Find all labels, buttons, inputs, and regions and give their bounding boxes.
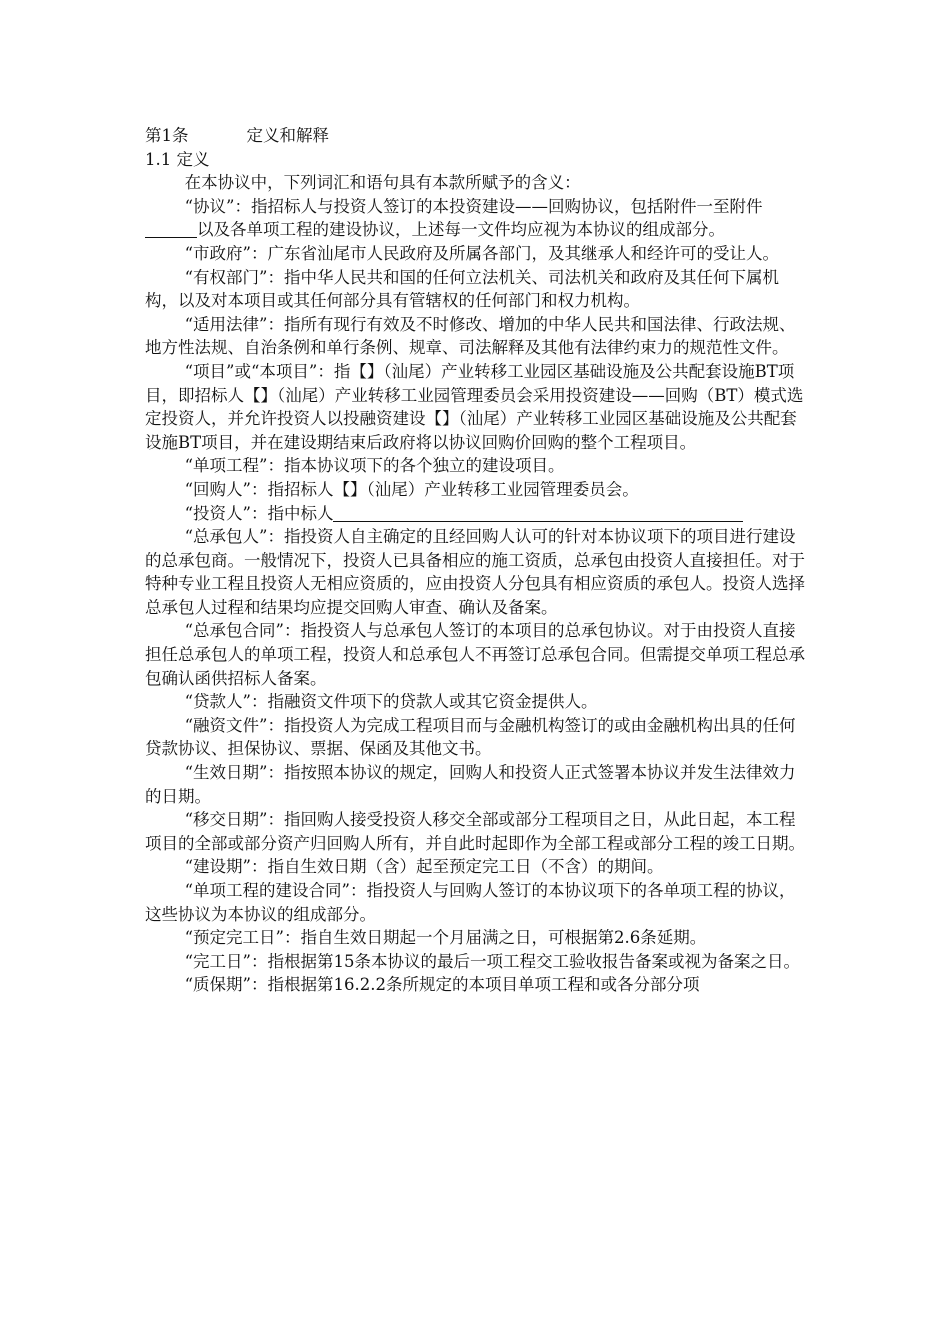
document-body	[145, 124, 805, 997]
definition-handover-date: “移交日期”：指回购人接受投资人移交全部或部分工程项目之日，从此日起，本工程项目的全部或部分资产归回购人所有，并自此时起即作为全部工程或部分工程的竣工日期。	[145, 810, 805, 853]
definition-text: “投资人”：指中标人	[184, 503, 334, 523]
article-title: 定义和解释	[246, 126, 329, 145]
definition-agreement	[145, 195, 805, 242]
fill-in-blank	[333, 504, 743, 522]
definition-effective-date: “生效日期”：指按照本协议的规定，回购人和投资人正式签署本协议并发生法律效力的日期。	[145, 763, 796, 806]
definition-completion-date: “完工日”：指根据第15条本协议的最后一项工程交工验收报告备案或视为备案之日。	[184, 951, 800, 971]
definition-text: 以及各单项工程的建设协议，上述每一文件均应视为本协议的组成部分。	[197, 220, 725, 240]
definition-text: “协议”：指招标人与投资人签订的本投资建设——回购协议，包括附件一至附件	[184, 196, 763, 216]
definition-general-contract: “总承包合同”：指投资人与总承包人签订的本项目的总承包协议。对于由投资人直接担任总承包人的单项工程，投资人和总承包人不再签订总承包合同。但需提交单项工程总承包确认函供招标人备案。	[145, 621, 805, 688]
definition-scheduled-completion: “预定完工日”：指自生效日期起一个月届满之日，可根据第2.6条延期。	[184, 928, 707, 948]
definition-warranty-period: “质保期”：指根据第16.2.2条所规定的本项目单项工程和或各分部分项	[184, 975, 700, 995]
definition-construction-period: “建设期”：指自生效日期（含）起至预定完工日（不含）的期间。	[184, 857, 664, 877]
fill-in-blank	[145, 221, 197, 239]
definition-investor	[145, 502, 805, 526]
definition-applicable-law: “适用法律”：指所有现行有效及不时修改、增加的中华人民共和国法律、行政法规、地方性法规、自治条例和单行条例、规章、司法解释及其他有法律约束力的规范性文件。	[145, 314, 796, 358]
intro-paragraph: 在本协议中，下列词汇和语句具有本款所赋予的含义：	[184, 173, 581, 193]
definition-competent-authority: “有权部门”：指中华人民共和国的任何立法机关、司法机关和政府及其任何下属机构，以及对本项目或其任何部分具有管辖权的任何部门和权力机构。	[145, 267, 779, 311]
definition-financing-documents: “融资文件”：指投资人为完成工程项目而与金融机构签订的或由金融机构出具的任何贷款协议、担保协议、票据、保函及其他文书。	[145, 715, 796, 759]
article-heading	[145, 124, 805, 148]
definition-lender: “贷款人”：指融资文件项下的贷款人或其它资金提供人。	[184, 692, 598, 712]
definition-municipal-government: “市政府”：广东省汕尾市人民政府及所属各部门，及其继承人和经许可的受让人。	[184, 243, 779, 263]
article-number: 第1条	[145, 126, 189, 145]
section-heading: 1.1 定义	[145, 149, 210, 169]
definition-construction-contract: “单项工程的建设合同”：指投资人与回购人签订的本协议项下的各单项工程的协议，这些协议为本协议的组成部分。	[145, 881, 796, 924]
definition-repurchaser: “回购人”：指招标人【】（汕尾）产业转移工业园管理委员会。	[184, 479, 639, 499]
definition-project: “项目”或“本项目”：指【】（汕尾）产业转移工业园区基础设施及公共配套设施BT项目，即招标人【】（汕尾）产业转移工业园管理委员会采用投资建设——回购（BT）模式选定投资人，并允许投资人以投融资建设【】（汕尾）产业转移工业园区基础设施及公共配套设施BT项目，并在建设期结束后政府将以协议回购价回购的整个工程项目。	[145, 361, 804, 452]
definition-general-contractor: “总承包人”：指投资人自主确定的且经回购人认可的针对本协议项下的项目进行建设的总承包商。一般情况下，投资人已具备相应的施工资质，总承包由投资人直接担任。对于特种专业工程且投资人无相应资质的，应由投资人分包具有相应资质的承包人。投资人选择总承包人过程和结果均应提交回购人审查、确认及备案。	[145, 527, 805, 617]
definition-single-works: “单项工程”：指本协议项下的各个独立的建设项目。	[184, 456, 565, 476]
